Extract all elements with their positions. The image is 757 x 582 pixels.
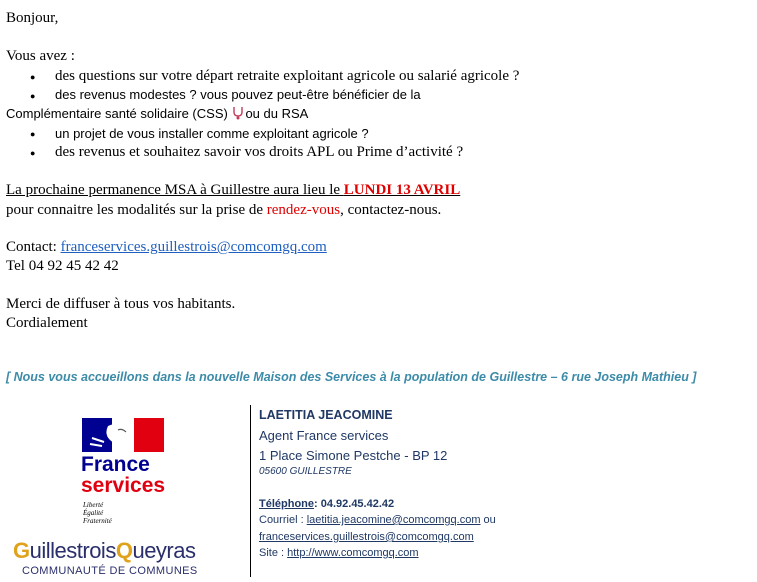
signature-address-1: 1 Place Simone Pestche - BP 12	[259, 448, 448, 463]
bullet-revenus: des revenus modestes ? vous pouvez peut-être bénéficier de la	[55, 87, 421, 102]
signature-name: LAETITIA JEACOMINE	[259, 408, 393, 422]
signature-email-2	[259, 531, 474, 543]
signature-phone	[259, 498, 394, 510]
permanence-line	[6, 182, 460, 199]
signature-site	[259, 547, 419, 559]
site-link[interactable]: http://www.comcomgq.com	[287, 547, 419, 559]
bullet-dot: ●	[30, 129, 36, 139]
courriel-link[interactable]: laetitia.jeacomine@comcomgq.com	[306, 514, 481, 526]
gq-word1: uillestrois	[29, 538, 116, 563]
phone-value: : 04.92.45.42.42	[314, 498, 395, 510]
courriel-or: ou	[480, 514, 496, 526]
rsa-text: ou du RSA	[245, 106, 309, 121]
greeting: Bonjour,	[6, 10, 59, 26]
phone-label: Téléphone	[259, 498, 315, 510]
permanence-date: LUNDI 13 AVRIL	[343, 182, 461, 198]
gq-word2: ueyras	[132, 538, 196, 563]
css-text: Complémentaire santé solidaire (CSS)	[6, 106, 228, 121]
contact-label: Contact:	[6, 239, 61, 255]
bullet-revenus-cont	[6, 106, 308, 121]
contact-tel: Tel 04 92 45 42 42	[6, 258, 119, 274]
signature-address-2: 05600 GUILLESTRE	[259, 466, 352, 477]
logo-motto-3: Fraternité	[83, 517, 112, 525]
rdv-line	[6, 202, 441, 219]
bullet-retraite: des questions sur votre départ retraite exploitant agricole ou salarié agricole ?	[55, 68, 520, 84]
logo-services: services	[81, 474, 166, 497]
bullet-dot: ●	[30, 148, 36, 158]
rdv-text: pour connaitre les modalités sur la prise de	[6, 202, 267, 218]
logo-motto-2: Égalité	[83, 509, 104, 517]
gq-subtitle: COMMUNAUTÉ DE COMMUNES	[22, 565, 198, 577]
banner-text: [ Nous vous accueillons dans la nouvelle Maison des Services à la population de Guillestre – 6 rue Joseph Mathieu ]	[6, 370, 697, 384]
permanence-text: La prochaine permanence MSA à Guillestre aura lieu le	[6, 182, 344, 198]
contact-line	[6, 239, 327, 256]
contact-email-link[interactable]: franceservices.guillestrois@comcomgq.com	[60, 239, 327, 255]
q-letter-icon: Q	[115, 538, 133, 563]
logo-motto-1: Liberté	[83, 501, 104, 509]
g-letter-icon: G	[13, 538, 30, 563]
site-label: Site :	[259, 547, 288, 559]
bullet-dot: ●	[30, 72, 36, 82]
logo-france: France	[81, 453, 150, 476]
signature-courriel	[259, 514, 496, 526]
intro: Vous avez :	[6, 48, 75, 64]
bullet-apl: des revenus et souhaitez savoir vos droits APL ou Prime d’activité ?	[55, 144, 464, 160]
bullet-installer: un projet de vous installer comme exploitant agricole ?	[55, 126, 369, 141]
rdv-text-end: , contactez-nous.	[340, 202, 442, 218]
email-2-link[interactable]: franceservices.guillestrois@comcomgq.com	[259, 531, 474, 543]
signature-role: Agent France services	[259, 428, 389, 443]
signature-divider	[250, 405, 251, 577]
gq-wordmark	[13, 538, 196, 564]
merci-line: Merci de diffuser à tous vos habitants.	[6, 296, 236, 312]
marianne-flag-icon	[82, 418, 164, 452]
stethoscope-icon	[231, 106, 245, 120]
rdv-link[interactable]: rendez-vous	[266, 202, 341, 218]
courriel-label: Courriel :	[259, 514, 307, 526]
bullet-dot: ●	[30, 91, 36, 101]
cordialement: Cordialement	[6, 315, 88, 331]
